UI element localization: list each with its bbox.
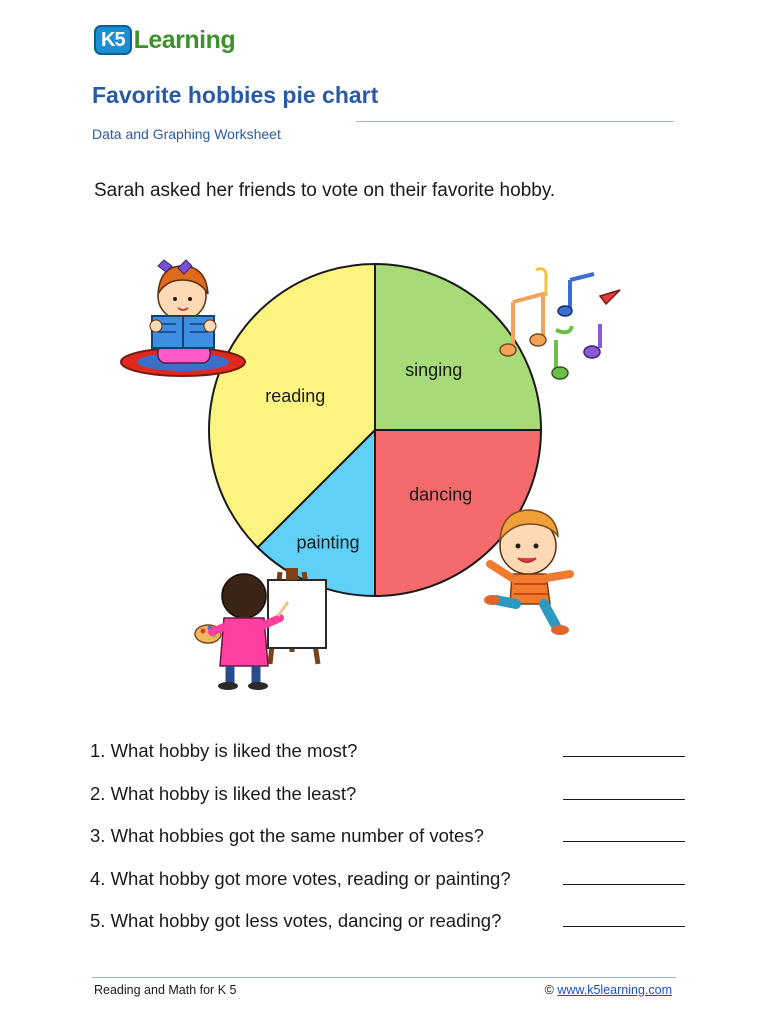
painting-child-illustration <box>195 568 326 690</box>
question-list <box>90 740 685 953</box>
question-text: 4. What hobby got more votes, reading or painting? <box>90 867 511 889</box>
footer-divider <box>92 977 676 978</box>
pie-label-painting: painting <box>296 532 360 553</box>
question-item <box>90 868 685 911</box>
question-item <box>90 740 685 783</box>
question-text: 5. What hobby got less votes, dancing or reading? <box>90 910 502 931</box>
copyright-symbol: © <box>544 983 554 997</box>
reading-child-illustration <box>121 260 245 376</box>
question-text: 2. What hobby is liked the least? <box>90 782 357 804</box>
answer-blank[interactable] <box>563 825 685 842</box>
question-item <box>90 910 685 953</box>
answer-blank[interactable] <box>563 910 685 927</box>
logo-badge: K5 <box>94 25 132 55</box>
answer-blank[interactable] <box>563 868 685 885</box>
question-text: 1. What hobby is liked the most? <box>90 740 358 761</box>
page-title: Favorite hobbies pie chart <box>92 82 379 108</box>
question-text: 3. What hobbies got the same number of votes? <box>90 825 484 846</box>
pie-slices <box>209 264 541 596</box>
logo-word: Learning <box>133 25 236 54</box>
answer-blank[interactable] <box>563 740 685 757</box>
footer-copyright <box>545 983 672 997</box>
question-item <box>90 825 685 868</box>
pie-label-singing: singing <box>405 360 463 381</box>
footer-tagline: Reading and Math for K 5 <box>94 983 237 997</box>
page-subtitle: Data and Graphing Worksheet <box>92 126 281 142</box>
pie-label-reading: reading <box>265 385 326 406</box>
answer-blank[interactable] <box>563 783 685 800</box>
pie-label-dancing: dancing <box>409 484 473 505</box>
website-link[interactable]: www.k5learning.com <box>557 983 672 997</box>
intro-text: Sarah asked her friends to vote on their favorite hobby. <box>94 180 556 201</box>
pie-slice-singing <box>375 264 541 430</box>
question-item <box>90 783 685 826</box>
